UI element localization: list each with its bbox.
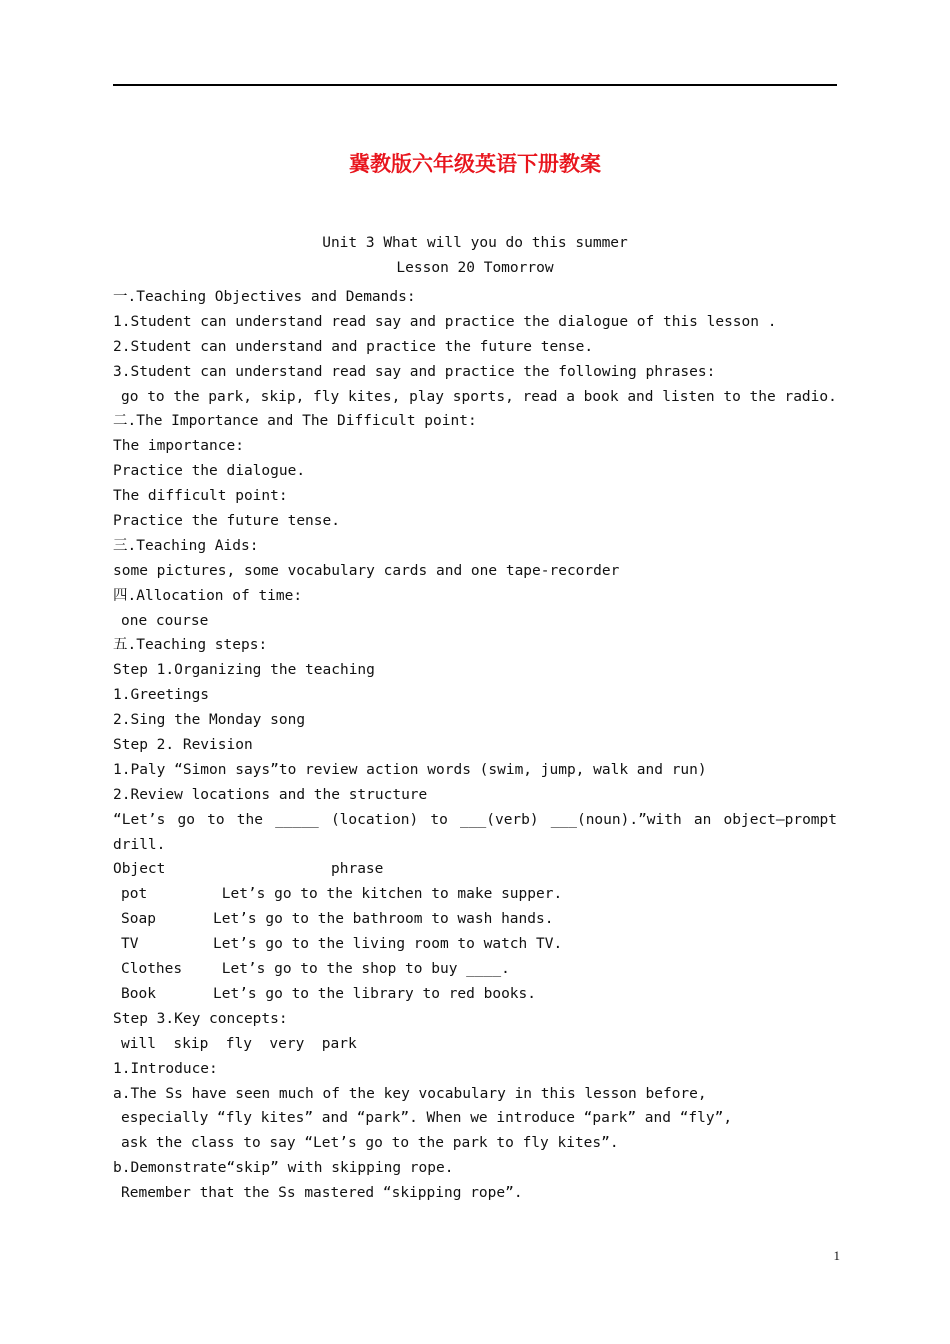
text-line: b.Demonstrate“skip” with skipping rope. xyxy=(113,1160,454,1177)
text-line: Step 2. Revision xyxy=(113,737,253,754)
table-header xyxy=(113,857,843,882)
text-line: Step 3.Key concepts: xyxy=(113,1010,288,1027)
phrase-cell: Let’s go to the bathroom to wash hands. xyxy=(213,911,554,928)
text-line: 1.Paly “Simon says”to review action words (swim, jump, walk and run) xyxy=(113,761,707,778)
text-line: 四.Allocation of time: xyxy=(113,587,303,604)
text-line: 2.Review locations and the structure xyxy=(113,786,428,803)
phrase-cell: Let’s go to the kitchen to make supper. xyxy=(213,886,563,903)
text-line: 2.Student can understand and practice the future tense. xyxy=(113,338,594,355)
header-rule xyxy=(113,84,837,86)
phrase-cell: Let’s go to the library to red books. xyxy=(213,985,537,1002)
table-row xyxy=(113,957,843,982)
text-line: 一.Teaching Objectives and Demands: xyxy=(113,289,416,305)
text-line: 3.Student can understand read say and practice the following phrases: xyxy=(113,363,716,380)
text-line: The difficult point: xyxy=(113,488,288,505)
text-line: Remember that the Ss mastered “skipping rope”. xyxy=(121,1185,523,1202)
phrase-cell: Let’s go to the shop to buy ____. xyxy=(213,961,510,978)
object-cell: Clothes xyxy=(121,961,183,978)
text-line: 二.The Importance and The Difficult point: xyxy=(113,413,477,430)
table-header-phrase: phrase xyxy=(331,861,384,878)
text-line: drill. xyxy=(113,836,166,853)
unit-heading: Unit 3 What will you do this summer xyxy=(322,235,628,251)
text-line: Step 1.Organizing the teaching xyxy=(113,662,375,679)
text-line: especially “fly kites” and “park”. When we introduce “park” and “fly”, xyxy=(121,1110,733,1127)
text-line: go to the park, skip, fly kites, play sports, read a book and listen to the radio. xyxy=(121,388,837,405)
table-row xyxy=(113,932,843,957)
body-lines-2 xyxy=(113,1007,843,1206)
page-number: 1 xyxy=(833,1248,840,1263)
text-line: 三.Teaching Aids: xyxy=(113,537,259,554)
text-line: 2.Sing the Monday song xyxy=(113,712,306,729)
text-line: a.The Ss have seen much of the key vocabulary in this lesson before, xyxy=(113,1085,707,1102)
document-body xyxy=(113,285,843,1206)
table-row xyxy=(113,907,843,932)
document-title: 冀教版六年级英语下册教案 xyxy=(349,152,601,176)
text-line: 五.Teaching steps: xyxy=(113,637,268,654)
text-line: some pictures, some vocabulary cards and one tape-recorder xyxy=(113,562,620,579)
text-line: Practice the future tense. xyxy=(113,513,340,530)
table-header-object: Object xyxy=(113,861,166,878)
object-cell: pot xyxy=(121,886,148,903)
text-line: Practice the dialogue. xyxy=(113,463,306,480)
phrase-cell: Let’s go to the living room to watch TV. xyxy=(213,936,563,953)
phrase-table xyxy=(113,882,843,1006)
object-cell: TV xyxy=(121,936,139,953)
table-row xyxy=(113,882,843,907)
text-line: 1.Student can understand read say and practice the dialogue of this lesson . xyxy=(113,313,777,330)
text-line: The importance: xyxy=(113,438,244,455)
text-line: 1.Greetings xyxy=(113,687,210,704)
lesson-heading: Lesson 20 Tomorrow xyxy=(396,260,554,276)
text-line: will skip fly very park xyxy=(121,1035,357,1052)
text-line: 1.Introduce: xyxy=(113,1060,218,1077)
object-cell: Soap xyxy=(121,911,156,928)
text-line: ask the class to say “Let’s go to the park to fly kites”. xyxy=(121,1135,619,1152)
body-lines xyxy=(113,285,843,857)
text-line: one course xyxy=(121,612,209,629)
object-cell: Book xyxy=(121,985,156,1002)
text-line: “Let’s go to the _____ (location) to ___(verb) ___(noun).”with an object—prompt xyxy=(113,811,837,828)
table-row xyxy=(113,982,843,1007)
